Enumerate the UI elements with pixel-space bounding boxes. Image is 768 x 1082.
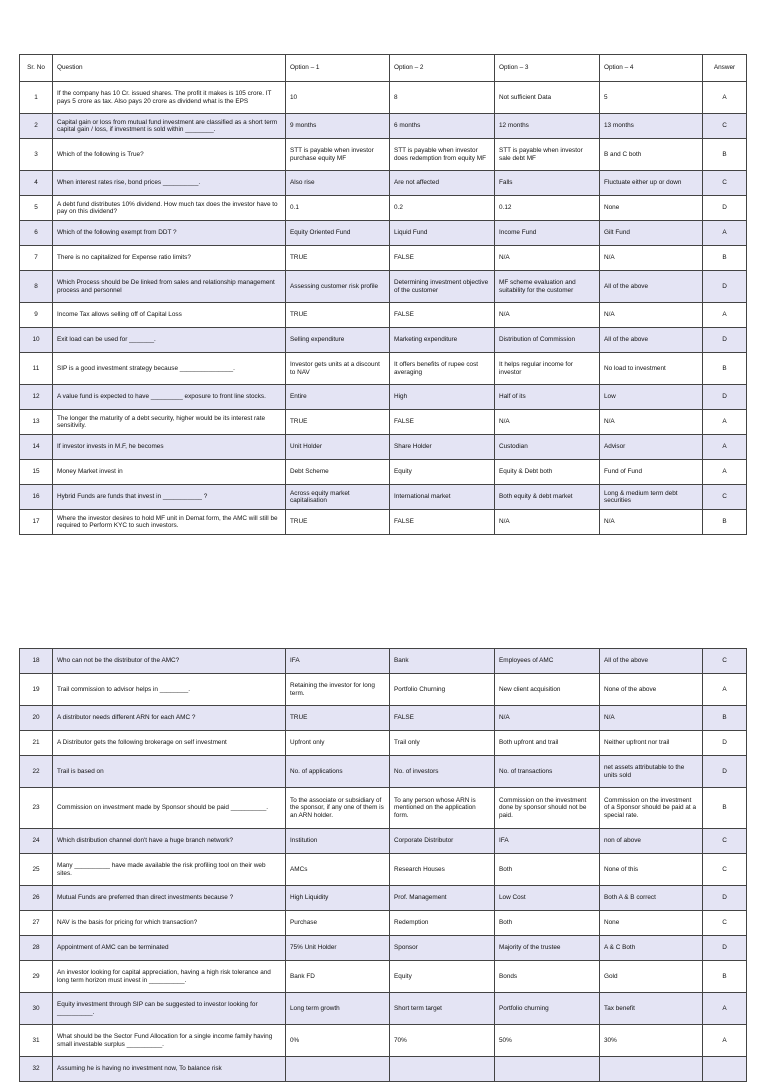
- cell-sr-no: 25: [20, 854, 53, 886]
- cell-option-2: Redemption: [390, 911, 495, 936]
- cell-option-4: B and C both: [600, 139, 703, 171]
- cell-answer: D: [703, 886, 747, 911]
- table-row: [20, 706, 747, 731]
- cell-question: Which distribution channel don't have a huge branch network?: [53, 829, 286, 854]
- cell-question: NAV is the basis for pricing for which transaction?: [53, 911, 286, 936]
- cell-answer: [703, 1057, 747, 1082]
- cell-answer: B: [703, 706, 747, 731]
- cell-sr-no: 3: [20, 139, 53, 171]
- cell-question: Mutual Funds are preferred than direct investments because ?: [53, 886, 286, 911]
- cell-option-2: FALSE: [390, 246, 495, 271]
- cell-sr-no: 2: [20, 114, 53, 139]
- table-row: [20, 886, 747, 911]
- cell-answer: C: [703, 649, 747, 674]
- cell-answer: A: [703, 221, 747, 246]
- cell-answer: D: [703, 385, 747, 410]
- cell-option-2: Equity: [390, 460, 495, 485]
- header-option-3: Option – 3: [495, 55, 600, 82]
- header-sr-no: Sr. No: [20, 55, 53, 82]
- cell-answer: B: [703, 139, 747, 171]
- cell-sr-no: 20: [20, 706, 53, 731]
- cell-question: Which of the following is True?: [53, 139, 286, 171]
- cell-option-4: N/A: [600, 246, 703, 271]
- cell-answer: A: [703, 460, 747, 485]
- cell-option-2: 6 months: [390, 114, 495, 139]
- cell-option-3: N/A: [495, 303, 600, 328]
- cell-option-4: 13 months: [600, 114, 703, 139]
- cell-answer: A: [703, 674, 747, 706]
- cell-option-1: High Liquidity: [286, 886, 390, 911]
- cell-option-2: Are not affected: [390, 171, 495, 196]
- cell-question: When interest rates rise, bond prices __________.: [53, 171, 286, 196]
- cell-option-2: Prof. Management: [390, 886, 495, 911]
- cell-option-4: Fund of Fund: [600, 460, 703, 485]
- cell-question: What should be the Sector Fund Allocation for a single income family having small investable surplus __________.: [53, 1025, 286, 1057]
- cell-option-4: All of the above: [600, 649, 703, 674]
- cell-question: There is no capitalized for Expense ratio limits?: [53, 246, 286, 271]
- question-table-1: [19, 54, 747, 535]
- cell-option-3: Bonds: [495, 961, 600, 993]
- cell-answer: B: [703, 510, 747, 535]
- cell-option-1: Equity Oriented Fund: [286, 221, 390, 246]
- cell-question: Appointment of AMC can be terminated: [53, 936, 286, 961]
- cell-answer: D: [703, 731, 747, 756]
- cell-question: Trail commission to advisor helps in ________.: [53, 674, 286, 706]
- cell-sr-no: 32: [20, 1057, 53, 1082]
- cell-question: Income Tax allows selling off of Capital Loss: [53, 303, 286, 328]
- cell-option-4: 5: [600, 82, 703, 114]
- cell-sr-no: 17: [20, 510, 53, 535]
- table-row: [20, 1025, 747, 1057]
- cell-question: An investor looking for capital appreciation, having a high risk tolerance and long term horizon must invest in __________.: [53, 961, 286, 993]
- cell-option-4: N/A: [600, 303, 703, 328]
- table-row: [20, 649, 747, 674]
- cell-question: A Distributor gets the following brokerage on self investment: [53, 731, 286, 756]
- cell-question: A value fund is expected to have _________ exposure to front line stocks.: [53, 385, 286, 410]
- cell-option-4: Tax benefit: [600, 993, 703, 1025]
- cell-option-3: Income Fund: [495, 221, 600, 246]
- cell-sr-no: 16: [20, 485, 53, 510]
- cell-question: A distributor needs different ARN for each AMC ?: [53, 706, 286, 731]
- cell-option-1: Across equity market capitalisation: [286, 485, 390, 510]
- cell-option-4: [600, 1057, 703, 1082]
- cell-option-2: Equity: [390, 961, 495, 993]
- cell-question: Money Market invest in: [53, 460, 286, 485]
- table-row: [20, 854, 747, 886]
- cell-option-4: None: [600, 196, 703, 221]
- cell-option-4: 30%: [600, 1025, 703, 1057]
- cell-option-1: No. of applications: [286, 756, 390, 788]
- cell-option-3: 0.12: [495, 196, 600, 221]
- cell-sr-no: 12: [20, 385, 53, 410]
- cell-option-3: Low Cost: [495, 886, 600, 911]
- cell-option-4: All of the above: [600, 271, 703, 303]
- cell-option-2: 70%: [390, 1025, 495, 1057]
- cell-question: Capital gain or loss from mutual fund investment are classified as a short term capital gain / loss, if investment is sold within ________.: [53, 114, 286, 139]
- cell-option-1: TRUE: [286, 706, 390, 731]
- cell-sr-no: 13: [20, 410, 53, 435]
- cell-option-1: 0.1: [286, 196, 390, 221]
- cell-option-4: All of the above: [600, 328, 703, 353]
- table-row: [20, 435, 747, 460]
- cell-option-3: 50%: [495, 1025, 600, 1057]
- cell-answer: C: [703, 829, 747, 854]
- table-row: [20, 829, 747, 854]
- cell-sr-no: 30: [20, 993, 53, 1025]
- cell-option-1: Also rise: [286, 171, 390, 196]
- table-row: [20, 353, 747, 385]
- cell-option-1: TRUE: [286, 410, 390, 435]
- cell-option-4: N/A: [600, 510, 703, 535]
- header-answer: Answer: [703, 55, 747, 82]
- cell-sr-no: 22: [20, 756, 53, 788]
- table-row: [20, 674, 747, 706]
- header-option-1: Option – 1: [286, 55, 390, 82]
- cell-sr-no: 18: [20, 649, 53, 674]
- cell-option-3: N/A: [495, 246, 600, 271]
- cell-question: Commission on investment made by Sponsor should be paid __________.: [53, 788, 286, 829]
- cell-sr-no: 8: [20, 271, 53, 303]
- cell-sr-no: 7: [20, 246, 53, 271]
- table-row: [20, 385, 747, 410]
- cell-option-2: Liquid Fund: [390, 221, 495, 246]
- cell-answer: D: [703, 271, 747, 303]
- table-row: [20, 410, 747, 435]
- cell-question: Trail is based on: [53, 756, 286, 788]
- cell-answer: D: [703, 756, 747, 788]
- header-option-2: Option – 2: [390, 55, 495, 82]
- cell-sr-no: 5: [20, 196, 53, 221]
- cell-question: Which Process should be De linked from sales and relationship management process and personnel: [53, 271, 286, 303]
- cell-question: Which of the following exempt from DDT ?: [53, 221, 286, 246]
- cell-option-1: Unit Holder: [286, 435, 390, 460]
- cell-question: Who can not be the distributor of the AMC?: [53, 649, 286, 674]
- cell-option-1: Upfront only: [286, 731, 390, 756]
- cell-option-4: Low: [600, 385, 703, 410]
- cell-sr-no: 6: [20, 221, 53, 246]
- table-row: [20, 246, 747, 271]
- cell-option-2: Short term target: [390, 993, 495, 1025]
- cell-option-4: N/A: [600, 410, 703, 435]
- cell-question: If investor invests in M.F, he becomes: [53, 435, 286, 460]
- cell-option-3: Commission on the investment done by sponsor should not be paid.: [495, 788, 600, 829]
- cell-option-2: Sponsor: [390, 936, 495, 961]
- cell-answer: A: [703, 303, 747, 328]
- cell-option-1: Bank FD: [286, 961, 390, 993]
- cell-option-2: FALSE: [390, 510, 495, 535]
- cell-option-3: N/A: [495, 706, 600, 731]
- cell-option-2: 0.2: [390, 196, 495, 221]
- cell-option-3: STT is payable when investor sale debt MF: [495, 139, 600, 171]
- cell-sr-no: 11: [20, 353, 53, 385]
- cell-question: Equity investment through SIP can be suggested to investor looking for __________.: [53, 993, 286, 1025]
- cell-option-2: It offers benefits of rupee cost averaging: [390, 353, 495, 385]
- cell-option-4: None of this: [600, 854, 703, 886]
- table-row: [20, 82, 747, 114]
- cell-option-1: Selling expenditure: [286, 328, 390, 353]
- cell-option-1: To the associate or subsidiary of the sponsor, if any one of them is an ARN holder.: [286, 788, 390, 829]
- cell-option-1: 10: [286, 82, 390, 114]
- table-row: [20, 221, 747, 246]
- cell-question: Assuming he is having no investment now, To balance risk: [53, 1057, 286, 1082]
- cell-sr-no: 1: [20, 82, 53, 114]
- cell-option-1: Investor gets units at a discount to NAV: [286, 353, 390, 385]
- cell-option-2: FALSE: [390, 410, 495, 435]
- cell-option-3: Custodian: [495, 435, 600, 460]
- cell-option-2: To any person whose ARN is mentioned on the application form.: [390, 788, 495, 829]
- cell-option-2: High: [390, 385, 495, 410]
- cell-sr-no: 31: [20, 1025, 53, 1057]
- cell-option-2: No. of investors: [390, 756, 495, 788]
- cell-answer: C: [703, 171, 747, 196]
- cell-option-3: Not sufficient Data: [495, 82, 600, 114]
- cell-option-3: Falls: [495, 171, 600, 196]
- cell-option-4: Long & medium term debt securities: [600, 485, 703, 510]
- table-row: [20, 510, 747, 535]
- cell-option-2: Corporate Distributor: [390, 829, 495, 854]
- cell-question: Hybrid Funds are funds that invest in ___________ ?: [53, 485, 286, 510]
- cell-question: A debt fund distributes 10% dividend. How much tax does the investor have to pay on this dividend?: [53, 196, 286, 221]
- cell-answer: A: [703, 993, 747, 1025]
- cell-sr-no: 19: [20, 674, 53, 706]
- cell-sr-no: 23: [20, 788, 53, 829]
- cell-option-2: Bank: [390, 649, 495, 674]
- table-row: [20, 485, 747, 510]
- table-row: [20, 993, 747, 1025]
- cell-option-1: Institution: [286, 829, 390, 854]
- table-row: [20, 196, 747, 221]
- cell-option-2: Determining investment objective of the customer: [390, 271, 495, 303]
- cell-sr-no: 21: [20, 731, 53, 756]
- cell-option-3: Equity & Debt both: [495, 460, 600, 485]
- cell-option-4: Commission on the investment of a Sponsor should be paid at a special rate.: [600, 788, 703, 829]
- table-row: [20, 1057, 747, 1082]
- cell-answer: B: [703, 788, 747, 829]
- cell-option-4: Gilt Fund: [600, 221, 703, 246]
- cell-option-4: Neither upfront nor trail: [600, 731, 703, 756]
- cell-option-2: International market: [390, 485, 495, 510]
- cell-answer: A: [703, 435, 747, 460]
- cell-sr-no: 27: [20, 911, 53, 936]
- cell-option-1: Long term growth: [286, 993, 390, 1025]
- cell-option-2: [390, 1057, 495, 1082]
- cell-option-4: No load to investment: [600, 353, 703, 385]
- cell-sr-no: 28: [20, 936, 53, 961]
- table-row: [20, 271, 747, 303]
- cell-option-4: Fluctuate either up or down: [600, 171, 703, 196]
- cell-option-1: TRUE: [286, 246, 390, 271]
- cell-sr-no: 10: [20, 328, 53, 353]
- cell-option-4: Gold: [600, 961, 703, 993]
- cell-option-2: Portfolio Churning: [390, 674, 495, 706]
- table-row: [20, 303, 747, 328]
- cell-option-3: Both: [495, 854, 600, 886]
- cell-question: Where the investor desires to hold MF unit in Demat form, the AMC will still be required to Perform KYC to such investors.: [53, 510, 286, 535]
- table-row: [20, 114, 747, 139]
- cell-option-1: TRUE: [286, 510, 390, 535]
- cell-sr-no: 26: [20, 886, 53, 911]
- cell-option-3: Half of its: [495, 385, 600, 410]
- cell-answer: C: [703, 114, 747, 139]
- cell-answer: D: [703, 196, 747, 221]
- cell-sr-no: 9: [20, 303, 53, 328]
- cell-option-3: Both upfront and trail: [495, 731, 600, 756]
- cell-answer: A: [703, 410, 747, 435]
- cell-answer: C: [703, 911, 747, 936]
- cell-option-2: FALSE: [390, 706, 495, 731]
- table-row: [20, 171, 747, 196]
- table-row: [20, 139, 747, 171]
- cell-option-1: Purchase: [286, 911, 390, 936]
- question-table-2: [19, 648, 747, 1082]
- cell-option-3: No. of transactions: [495, 756, 600, 788]
- cell-option-3: Portfolio churning: [495, 993, 600, 1025]
- header-question: Question: [53, 55, 286, 82]
- cell-option-3: Both equity & debt market: [495, 485, 600, 510]
- cell-answer: C: [703, 854, 747, 886]
- cell-option-1: TRUE: [286, 303, 390, 328]
- cell-option-4: A & C Both: [600, 936, 703, 961]
- cell-option-1: 9 months: [286, 114, 390, 139]
- cell-answer: B: [703, 246, 747, 271]
- cell-option-2: Trail only: [390, 731, 495, 756]
- cell-option-3: Employees of AMC: [495, 649, 600, 674]
- cell-option-4: Advisor: [600, 435, 703, 460]
- cell-option-2: Share Holder: [390, 435, 495, 460]
- cell-option-2: Marketing expenditure: [390, 328, 495, 353]
- cell-option-3: Majority of the trustee: [495, 936, 600, 961]
- cell-option-3: [495, 1057, 600, 1082]
- cell-answer: A: [703, 82, 747, 114]
- cell-question: Many __________ have made available the risk profiling tool on their web sites.: [53, 854, 286, 886]
- cell-option-3: It helps regular income for investor: [495, 353, 600, 385]
- cell-option-4: non of above: [600, 829, 703, 854]
- cell-sr-no: 4: [20, 171, 53, 196]
- cell-option-1: 0%: [286, 1025, 390, 1057]
- table-row: [20, 961, 747, 993]
- cell-answer: B: [703, 961, 747, 993]
- cell-option-2: STT is payable when investor does redemption from equity MF: [390, 139, 495, 171]
- cell-option-3: N/A: [495, 510, 600, 535]
- cell-option-4: None of the above: [600, 674, 703, 706]
- cell-option-4: net assets attributable to the units sold: [600, 756, 703, 788]
- cell-option-2: Research Houses: [390, 854, 495, 886]
- cell-sr-no: 15: [20, 460, 53, 485]
- cell-answer: D: [703, 328, 747, 353]
- cell-option-1: Entire: [286, 385, 390, 410]
- cell-sr-no: 14: [20, 435, 53, 460]
- cell-option-4: Both A & B correct: [600, 886, 703, 911]
- cell-answer: A: [703, 1025, 747, 1057]
- cell-option-1: AMCs: [286, 854, 390, 886]
- cell-option-4: None: [600, 911, 703, 936]
- table-row: [20, 756, 747, 788]
- cell-option-1: Retaining the investor for long term.: [286, 674, 390, 706]
- cell-option-2: FALSE: [390, 303, 495, 328]
- cell-question: The longer the maturity of a debt security, higher would be its interest rate sensitivity.: [53, 410, 286, 435]
- cell-option-1: [286, 1057, 390, 1082]
- cell-option-3: 12 months: [495, 114, 600, 139]
- cell-question: If the company has 10 Cr. issued shares. The profit it makes is 105 crore. IT pays 5 crore as tax. Also pays 20 crore as dividend what is the EPS: [53, 82, 286, 114]
- cell-option-1: Assessing customer risk profile: [286, 271, 390, 303]
- table-row: [20, 328, 747, 353]
- cell-sr-no: 24: [20, 829, 53, 854]
- cell-answer: D: [703, 936, 747, 961]
- cell-answer: B: [703, 353, 747, 385]
- cell-option-3: Distribution of Commission: [495, 328, 600, 353]
- cell-answer: C: [703, 485, 747, 510]
- cell-option-1: STT is payable when investor purchase equity MF: [286, 139, 390, 171]
- cell-option-3: IFA: [495, 829, 600, 854]
- cell-question: SIP is a good investment strategy because _______________.: [53, 353, 286, 385]
- table-row: [20, 788, 747, 829]
- cell-question: Exit load can be used for _______.: [53, 328, 286, 353]
- cell-option-3: N/A: [495, 410, 600, 435]
- table-row: [20, 731, 747, 756]
- table-row: [20, 911, 747, 936]
- cell-option-4: N/A: [600, 706, 703, 731]
- header-row: [20, 55, 747, 82]
- table-row: [20, 936, 747, 961]
- cell-option-1: IFA: [286, 649, 390, 674]
- cell-option-3: MF scheme evaluation and suitability for the customer: [495, 271, 600, 303]
- cell-option-3: Both: [495, 911, 600, 936]
- cell-option-3: New client acquisition: [495, 674, 600, 706]
- cell-option-1: Debt Scheme: [286, 460, 390, 485]
- header-option-4: Option – 4: [600, 55, 703, 82]
- cell-option-2: 8: [390, 82, 495, 114]
- table-row: [20, 460, 747, 485]
- cell-sr-no: 29: [20, 961, 53, 993]
- cell-option-1: 75% Unit Holder: [286, 936, 390, 961]
